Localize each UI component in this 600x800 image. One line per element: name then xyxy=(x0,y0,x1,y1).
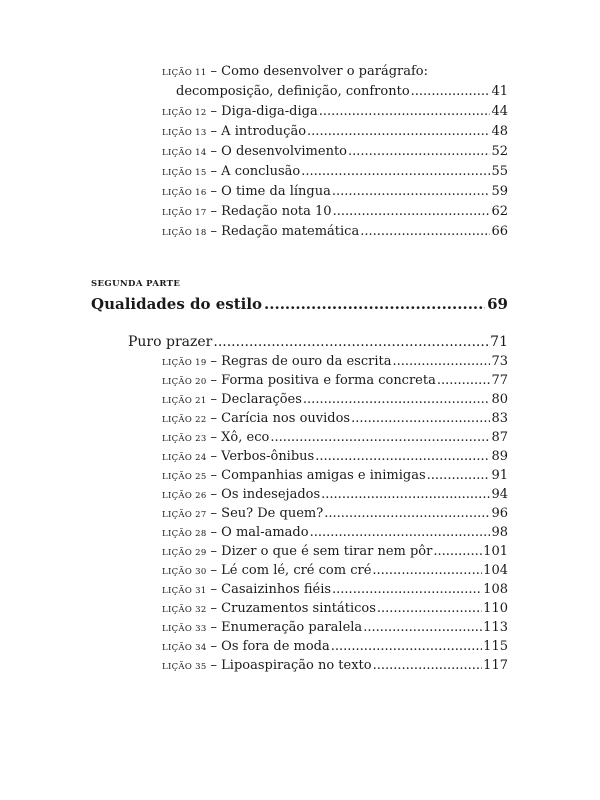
lesson-number: LIÇÃO 12 xyxy=(162,108,207,118)
lesson-title: Lipoaspiração no texto xyxy=(221,658,372,673)
leader-dots xyxy=(319,104,491,119)
lesson-title: Seu? De quem? xyxy=(221,506,324,521)
leader-dots xyxy=(264,295,485,313)
leader-dots xyxy=(315,449,490,464)
leader-dots xyxy=(351,411,490,426)
lesson-title: Dizer o que é sem tirar nem pôr xyxy=(221,544,433,559)
page-number: 108 xyxy=(483,582,508,597)
part-label: SEGUNDA PARTE xyxy=(91,279,181,289)
page-number: 110 xyxy=(483,601,508,616)
lesson-number: LIÇÃO 25 xyxy=(162,472,207,482)
lesson-title: Enumeração paralela xyxy=(221,620,363,635)
toc-entry: LIÇÃO 21 – Declarações ..... 80 xyxy=(162,392,508,407)
lesson-number: LIÇÃO 34 xyxy=(162,643,207,653)
toc-entry: LIÇÃO 19 – Regras de ouro da escrita ..... 73 xyxy=(162,354,508,369)
leader-dots xyxy=(392,354,490,369)
lesson-title: Forma positiva e forma concreta xyxy=(221,373,436,388)
page-number: 113 xyxy=(483,620,508,635)
part-title: Qualidades do estilo xyxy=(91,295,263,313)
toc-subsection xyxy=(128,334,508,350)
page-number: 71 xyxy=(490,334,508,350)
leader-dots xyxy=(321,487,490,502)
lesson-title: Cruzamentos sintáticos xyxy=(221,601,376,616)
page-number: 52 xyxy=(491,144,508,159)
toc-entry: LIÇÃO 33 – Enumeração paralela ..... 113 xyxy=(162,620,508,635)
leader-dots xyxy=(332,582,482,597)
toc-entry: LIÇÃO 22 – Carícia nos ouvidos ..... 83 xyxy=(162,411,508,426)
page-number: 98 xyxy=(491,525,508,540)
page-number: 66 xyxy=(491,224,508,239)
lesson-title: Declarações xyxy=(221,392,302,407)
toc-entry: LIÇÃO 23 – Xô, eco ..... 87 xyxy=(162,430,508,445)
page-number: 89 xyxy=(491,449,508,464)
lesson-number: LIÇÃO 27 xyxy=(162,510,207,520)
toc-entry: LIÇÃO 30 – Lé com lé, cré com cré ..... 104 xyxy=(162,563,508,578)
leader-dots xyxy=(363,620,482,635)
page-number: 83 xyxy=(491,411,508,426)
lesson-title: Regras de ouro da escrita xyxy=(221,354,392,369)
lesson-number: LIÇÃO 33 xyxy=(162,624,207,634)
toc-entry: LIÇÃO 13 – A introdução ..... 48 xyxy=(162,124,508,139)
leader-dots xyxy=(372,563,482,578)
page-number: 62 xyxy=(491,204,508,219)
leader-dots xyxy=(411,84,491,99)
leader-dots xyxy=(427,468,491,483)
lesson-number: LIÇÃO 16 xyxy=(162,188,207,198)
lesson-number: LIÇÃO 17 xyxy=(162,208,207,218)
lesson-number: LIÇÃO 21 xyxy=(162,396,207,406)
lesson-number: LIÇÃO 13 xyxy=(162,128,207,138)
lesson-number: LIÇÃO 15 xyxy=(162,168,207,178)
page-number: 41 xyxy=(491,84,508,99)
toc-entry: LIÇÃO 29 – Dizer o que é sem tirar nem pôr ..... 101 xyxy=(162,544,508,559)
toc-entry: LIÇÃO 28 – O mal-amado ..... 98 xyxy=(162,525,508,540)
toc-entry: LIÇÃO 31 – Casaizinhos fiéis ..... 108 xyxy=(162,582,508,597)
toc-entry: LIÇÃO 24 – Verbos-ônibus ..... 89 xyxy=(162,449,508,464)
lesson-number: LIÇÃO 32 xyxy=(162,605,207,615)
lesson-title: decomposição, definição, confronto xyxy=(176,84,410,99)
lesson-number: LIÇÃO 18 xyxy=(162,228,207,238)
leader-dots xyxy=(307,124,490,139)
lesson-number: LIÇÃO 22 xyxy=(162,415,207,425)
lesson-title: Os indesejados xyxy=(221,487,321,502)
lesson-number: LIÇÃO 23 xyxy=(162,434,207,444)
toc-entry: LIÇÃO 15 – A conclusão ..... 55 xyxy=(162,164,508,179)
leader-dots xyxy=(437,373,491,388)
toc-entry: LIÇÃO 17 – Redação nota 10 ..... 62 xyxy=(162,204,508,219)
lesson-number: LIÇÃO 19 xyxy=(162,358,207,368)
page-number: 55 xyxy=(491,164,508,179)
leader-dots xyxy=(333,204,491,219)
page-number: 115 xyxy=(483,639,508,654)
page-number: 69 xyxy=(487,295,508,313)
leader-dots xyxy=(303,392,491,407)
page-number: 96 xyxy=(491,506,508,521)
toc-entry: LIÇÃO 25 – Companhias amigas e inimigas ..... 91 xyxy=(162,468,508,483)
toc-entry: LIÇÃO 12 – Diga-diga-diga ..... 44 xyxy=(162,104,508,119)
toc-entry: LIÇÃO 32 – Cruzamentos sintáticos ..... 110 xyxy=(162,601,508,616)
lesson-number: LIÇÃO 29 xyxy=(162,548,207,558)
lesson-title: A conclusão xyxy=(221,164,301,179)
leader-dots xyxy=(348,144,490,159)
page-number: 101 xyxy=(483,544,508,559)
lesson-number: LIÇÃO 35 xyxy=(162,662,207,672)
page-number: 87 xyxy=(491,430,508,445)
toc-entry: LIÇÃO 14 – O desenvolvimento ..... 52 xyxy=(162,144,508,159)
page-number: 77 xyxy=(491,373,508,388)
page-number: 73 xyxy=(491,354,508,369)
lesson-title: Os fora de moda xyxy=(221,639,330,654)
lesson-title: Verbos-ônibus xyxy=(221,449,315,464)
page-number: 94 xyxy=(491,487,508,502)
lesson-number: LIÇÃO 11 xyxy=(162,68,207,78)
subsection-title: Puro prazer xyxy=(128,334,213,350)
leader-dots xyxy=(377,601,482,616)
page-number: 104 xyxy=(483,563,508,578)
leader-dots xyxy=(433,544,482,559)
page-number: 48 xyxy=(491,124,508,139)
lesson-title: A introdução xyxy=(221,124,307,139)
lesson-number: LIÇÃO 30 xyxy=(162,567,207,577)
leader-dots xyxy=(213,334,489,350)
toc-entry xyxy=(176,84,508,99)
leader-dots xyxy=(324,506,490,521)
page-number: 59 xyxy=(491,184,508,199)
page-number: 91 xyxy=(491,468,508,483)
lesson-title: Xô, eco xyxy=(221,430,270,445)
toc-entry: LIÇÃO 34 – Os fora de moda ..... 115 xyxy=(162,639,508,654)
lesson-title: Como desenvolver o parágrafo: xyxy=(221,64,428,79)
toc-entry: LIÇÃO 35 – Lipoaspiração no texto ..... 117 xyxy=(162,658,508,673)
toc-entry: LIÇÃO 16 – O time da língua ..... 59 xyxy=(162,184,508,199)
lesson-title: O desenvolvimento xyxy=(221,144,347,159)
page-number: 80 xyxy=(491,392,508,407)
page-number: 117 xyxy=(483,658,508,673)
leader-dots xyxy=(270,430,490,445)
lesson-title: Casaizinhos fiéis xyxy=(221,582,332,597)
lesson-title: O mal-amado xyxy=(221,525,309,540)
lesson-number: LIÇÃO 31 xyxy=(162,586,207,596)
page-number: 44 xyxy=(491,104,508,119)
leader-dots xyxy=(332,184,491,199)
lesson-title: Carícia nos ouvidos xyxy=(221,411,351,426)
leader-dots xyxy=(310,525,491,540)
toc-entry: LIÇÃO 26 – Os indesejados ..... 94 xyxy=(162,487,508,502)
part-title-row xyxy=(91,295,508,313)
lesson-title: Lé com lé, cré com cré xyxy=(221,563,372,578)
lesson-title: O time da língua xyxy=(221,184,331,199)
lesson-number: LIÇÃO 24 xyxy=(162,453,207,463)
toc-entry: LIÇÃO 27 – Seu? De quem? ..... 96 xyxy=(162,506,508,521)
leader-dots xyxy=(360,224,490,239)
toc-entry: LIÇÃO 11 – Como desenvolver o parágrafo: xyxy=(162,64,428,79)
lesson-number: LIÇÃO 28 xyxy=(162,529,207,539)
lesson-number: LIÇÃO 14 xyxy=(162,148,207,158)
lesson-number: LIÇÃO 26 xyxy=(162,491,207,501)
leader-dots xyxy=(301,164,490,179)
lesson-number: LIÇÃO 20 xyxy=(162,377,207,387)
leader-dots xyxy=(331,639,482,654)
lesson-title: Redação matemática xyxy=(221,224,360,239)
toc-entry: LIÇÃO 20 – Forma positiva e forma concreta ..... 77 xyxy=(162,373,508,388)
lesson-title: Companhias amigas e inimigas xyxy=(221,468,426,483)
lesson-title: Redação nota 10 xyxy=(221,204,332,219)
toc-entry: LIÇÃO 18 – Redação matemática ..... 66 xyxy=(162,224,508,239)
lesson-title: Diga-diga-diga xyxy=(221,104,318,119)
leader-dots xyxy=(373,658,483,673)
